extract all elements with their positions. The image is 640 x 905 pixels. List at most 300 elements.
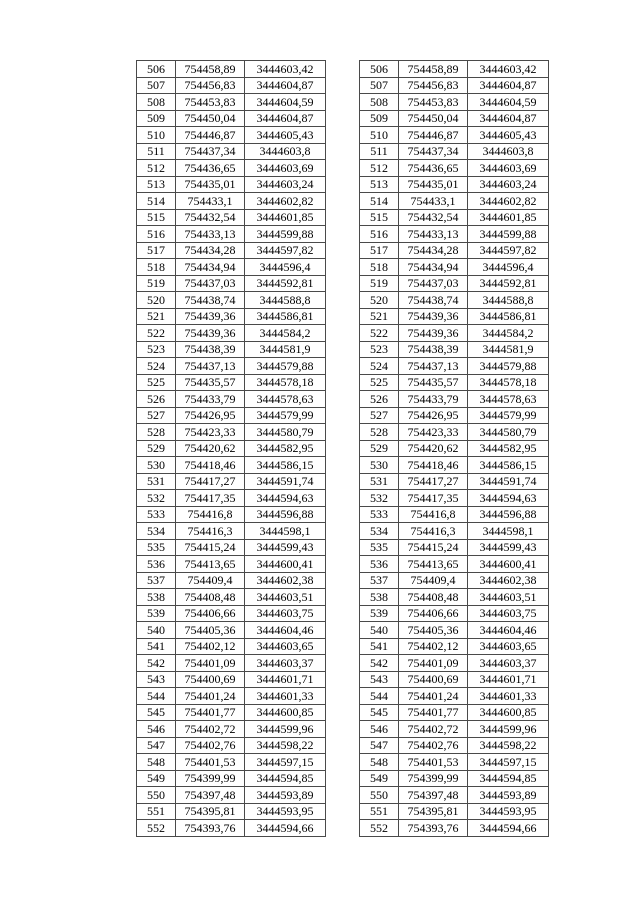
x-coordinate-cell: 754433,13: [399, 226, 468, 243]
y-coordinate-cell: 3444599,43: [245, 539, 326, 556]
x-coordinate-cell: 754418,46: [176, 457, 245, 474]
x-coordinate-cell: 754434,94: [176, 259, 245, 276]
x-coordinate-cell: 754446,87: [176, 127, 245, 144]
y-coordinate-cell: 3444600,85: [468, 704, 549, 721]
y-coordinate-cell: 3444584,2: [468, 325, 549, 342]
y-coordinate-cell: 3444601,85: [245, 209, 326, 226]
table-row: [137, 143, 326, 160]
x-coordinate-cell: 754456,83: [399, 77, 468, 94]
point-number-cell: 547: [137, 737, 176, 754]
y-coordinate-cell: 3444604,87: [468, 110, 549, 127]
x-coordinate-cell: 754434,28: [176, 242, 245, 259]
point-number-cell: 549: [360, 770, 399, 787]
table-row: [360, 61, 549, 78]
point-number-cell: 519: [360, 275, 399, 292]
y-coordinate-cell: 3444601,33: [245, 688, 326, 705]
y-coordinate-cell: 3444594,85: [468, 770, 549, 787]
y-coordinate-cell: 3444601,71: [468, 671, 549, 688]
point-number-cell: 540: [360, 622, 399, 639]
y-coordinate-cell: 3444599,96: [245, 721, 326, 738]
table-row: [360, 110, 549, 127]
y-coordinate-cell: 3444599,43: [468, 539, 549, 556]
x-coordinate-cell: 754401,77: [176, 704, 245, 721]
point-number-cell: 509: [137, 110, 176, 127]
table-row: [137, 704, 326, 721]
point-number-cell: 524: [137, 358, 176, 375]
point-number-cell: 541: [137, 638, 176, 655]
y-coordinate-cell: 3444593,95: [468, 803, 549, 820]
table-row: [137, 589, 326, 606]
y-coordinate-cell: 3444596,88: [468, 506, 549, 523]
table-row: [360, 242, 549, 259]
table-row: [360, 275, 549, 292]
point-number-cell: 527: [360, 407, 399, 424]
x-coordinate-cell: 754433,79: [176, 391, 245, 408]
table-row: [137, 572, 326, 589]
x-coordinate-cell: 754423,33: [399, 424, 468, 441]
y-coordinate-cell: 3444578,18: [245, 374, 326, 391]
point-number-cell: 520: [360, 292, 399, 309]
y-coordinate-cell: 3444598,22: [468, 737, 549, 754]
y-coordinate-cell: 3444604,87: [245, 77, 326, 94]
x-coordinate-cell: 754433,79: [399, 391, 468, 408]
point-number-cell: 536: [137, 556, 176, 573]
table-row: [137, 737, 326, 754]
point-number-cell: 511: [137, 143, 176, 160]
y-coordinate-cell: 3444605,43: [468, 127, 549, 144]
table-row: [137, 490, 326, 507]
table-row: [137, 440, 326, 457]
y-coordinate-cell: 3444604,87: [468, 77, 549, 94]
x-coordinate-cell: 754413,65: [399, 556, 468, 573]
point-number-cell: 510: [137, 127, 176, 144]
point-number-cell: 548: [360, 754, 399, 771]
table-row: [360, 374, 549, 391]
point-number-cell: 506: [360, 61, 399, 78]
x-coordinate-cell: 754434,94: [399, 259, 468, 276]
point-number-cell: 551: [360, 803, 399, 820]
table-row: [360, 292, 549, 309]
y-coordinate-cell: 3444588,8: [468, 292, 549, 309]
x-coordinate-cell: 754418,46: [399, 457, 468, 474]
x-coordinate-cell: 754458,89: [399, 61, 468, 78]
point-number-cell: 543: [137, 671, 176, 688]
point-number-cell: 511: [360, 143, 399, 160]
point-number-cell: 513: [137, 176, 176, 193]
point-number-cell: 525: [360, 374, 399, 391]
point-number-cell: 538: [137, 589, 176, 606]
point-number-cell: 523: [360, 341, 399, 358]
y-coordinate-cell: 3444603,75: [468, 605, 549, 622]
y-coordinate-cell: 3444605,43: [245, 127, 326, 144]
table-row: [137, 391, 326, 408]
y-coordinate-cell: 3444599,96: [468, 721, 549, 738]
x-coordinate-cell: 754437,34: [399, 143, 468, 160]
point-number-cell: 552: [360, 820, 399, 837]
y-coordinate-cell: 3444579,99: [245, 407, 326, 424]
point-number-cell: 548: [137, 754, 176, 771]
point-number-cell: 533: [360, 506, 399, 523]
y-coordinate-cell: 3444586,15: [245, 457, 326, 474]
point-number-cell: 527: [137, 407, 176, 424]
point-number-cell: 538: [360, 589, 399, 606]
point-number-cell: 547: [360, 737, 399, 754]
x-coordinate-cell: 754413,65: [176, 556, 245, 573]
y-coordinate-cell: 3444578,18: [468, 374, 549, 391]
x-coordinate-cell: 754397,48: [176, 787, 245, 804]
x-coordinate-cell: 754439,36: [399, 308, 468, 325]
x-coordinate-cell: 754417,35: [399, 490, 468, 507]
x-coordinate-cell: 754436,65: [176, 160, 245, 177]
point-number-cell: 532: [360, 490, 399, 507]
x-coordinate-cell: 754450,04: [176, 110, 245, 127]
x-coordinate-cell: 754416,8: [176, 506, 245, 523]
point-number-cell: 514: [360, 193, 399, 210]
y-coordinate-cell: 3444603,42: [245, 61, 326, 78]
y-coordinate-cell: 3444594,66: [245, 820, 326, 837]
point-number-cell: 542: [360, 655, 399, 672]
point-number-cell: 545: [137, 704, 176, 721]
y-coordinate-cell: 3444591,74: [468, 473, 549, 490]
table-row: [137, 209, 326, 226]
x-coordinate-cell: 754402,72: [176, 721, 245, 738]
x-coordinate-cell: 754417,27: [176, 473, 245, 490]
y-coordinate-cell: 3444603,69: [245, 160, 326, 177]
y-coordinate-cell: 3444602,82: [468, 193, 549, 210]
y-coordinate-cell: 3444586,81: [245, 308, 326, 325]
y-coordinate-cell: 3444598,1: [468, 523, 549, 540]
y-coordinate-cell: 3444600,41: [245, 556, 326, 573]
point-number-cell: 535: [360, 539, 399, 556]
y-coordinate-cell: 3444603,42: [468, 61, 549, 78]
x-coordinate-cell: 754397,48: [399, 787, 468, 804]
table-row: [137, 325, 326, 342]
table-row: [137, 358, 326, 375]
point-number-cell: 550: [137, 787, 176, 804]
table-row: [360, 589, 549, 606]
x-coordinate-cell: 754439,36: [176, 308, 245, 325]
point-number-cell: 512: [137, 160, 176, 177]
x-coordinate-cell: 754435,01: [176, 176, 245, 193]
x-coordinate-cell: 754439,36: [399, 325, 468, 342]
x-coordinate-cell: 754402,72: [399, 721, 468, 738]
x-coordinate-cell: 754435,57: [176, 374, 245, 391]
point-number-cell: 529: [137, 440, 176, 457]
table-row: [137, 160, 326, 177]
x-coordinate-cell: 754401,77: [399, 704, 468, 721]
x-coordinate-cell: 754401,09: [176, 655, 245, 672]
table-row: [360, 704, 549, 721]
point-number-cell: 528: [137, 424, 176, 441]
table-row: [360, 259, 549, 276]
y-coordinate-cell: 3444578,63: [468, 391, 549, 408]
y-coordinate-cell: 3444594,85: [245, 770, 326, 787]
x-coordinate-cell: 754453,83: [176, 94, 245, 111]
x-coordinate-cell: 754399,99: [176, 770, 245, 787]
x-coordinate-cell: 754456,83: [176, 77, 245, 94]
x-coordinate-cell: 754400,69: [176, 671, 245, 688]
x-coordinate-cell: 754423,33: [176, 424, 245, 441]
point-number-cell: 544: [137, 688, 176, 705]
y-coordinate-cell: 3444594,63: [468, 490, 549, 507]
table-row: [360, 226, 549, 243]
table-row: [360, 391, 549, 408]
y-coordinate-cell: 3444588,8: [245, 292, 326, 309]
y-coordinate-cell: 3444601,85: [468, 209, 549, 226]
point-number-cell: 537: [137, 572, 176, 589]
x-coordinate-cell: 754420,62: [176, 440, 245, 457]
y-coordinate-cell: 3444603,24: [468, 176, 549, 193]
table-row: [360, 490, 549, 507]
point-number-cell: 549: [137, 770, 176, 787]
table-row: [137, 259, 326, 276]
point-number-cell: 522: [137, 325, 176, 342]
point-number-cell: 536: [360, 556, 399, 573]
table-row: [137, 424, 326, 441]
x-coordinate-cell: 754408,48: [399, 589, 468, 606]
point-number-cell: 530: [360, 457, 399, 474]
x-coordinate-cell: 754401,24: [399, 688, 468, 705]
x-coordinate-cell: 754437,34: [176, 143, 245, 160]
x-coordinate-cell: 754393,76: [399, 820, 468, 837]
table-row: [137, 622, 326, 639]
y-coordinate-cell: 3444603,51: [468, 589, 549, 606]
y-coordinate-cell: 3444602,38: [245, 572, 326, 589]
x-coordinate-cell: 754417,35: [176, 490, 245, 507]
table-row: [137, 457, 326, 474]
y-coordinate-cell: 3444598,1: [245, 523, 326, 540]
x-coordinate-cell: 754453,83: [399, 94, 468, 111]
table-row: [137, 341, 326, 358]
point-number-cell: 507: [137, 77, 176, 94]
point-number-cell: 539: [137, 605, 176, 622]
x-coordinate-cell: 754438,74: [176, 292, 245, 309]
point-number-cell: 519: [137, 275, 176, 292]
point-number-cell: 529: [360, 440, 399, 457]
point-number-cell: 512: [360, 160, 399, 177]
x-coordinate-cell: 754409,4: [176, 572, 245, 589]
x-coordinate-cell: 754437,13: [399, 358, 468, 375]
point-number-cell: 543: [360, 671, 399, 688]
x-coordinate-cell: 754405,36: [399, 622, 468, 639]
point-number-cell: 533: [137, 506, 176, 523]
y-coordinate-cell: 3444603,8: [245, 143, 326, 160]
table-row: [360, 341, 549, 358]
point-number-cell: 524: [360, 358, 399, 375]
table-row: [360, 820, 549, 837]
point-number-cell: 517: [137, 242, 176, 259]
table-row: [360, 572, 549, 589]
table-row: [360, 638, 549, 655]
table-row: [137, 721, 326, 738]
x-coordinate-cell: 754435,01: [399, 176, 468, 193]
y-coordinate-cell: 3444581,9: [245, 341, 326, 358]
table-row: [137, 61, 326, 78]
x-coordinate-cell: 754401,09: [399, 655, 468, 672]
y-coordinate-cell: 3444597,15: [468, 754, 549, 771]
x-coordinate-cell: 754409,4: [399, 572, 468, 589]
x-coordinate-cell: 754436,65: [399, 160, 468, 177]
table-row: [360, 787, 549, 804]
y-coordinate-cell: 3444599,88: [245, 226, 326, 243]
x-coordinate-cell: 754435,57: [399, 374, 468, 391]
table-row: [360, 655, 549, 672]
x-coordinate-cell: 754402,76: [399, 737, 468, 754]
point-number-cell: 522: [360, 325, 399, 342]
y-coordinate-cell: 3444582,95: [245, 440, 326, 457]
x-coordinate-cell: 754408,48: [176, 589, 245, 606]
point-number-cell: 521: [360, 308, 399, 325]
table-row: [137, 226, 326, 243]
y-coordinate-cell: 3444603,8: [468, 143, 549, 160]
point-number-cell: 506: [137, 61, 176, 78]
y-coordinate-cell: 3444597,82: [468, 242, 549, 259]
point-number-cell: 521: [137, 308, 176, 325]
table-row: [137, 605, 326, 622]
table-row: [137, 671, 326, 688]
x-coordinate-cell: 754426,95: [399, 407, 468, 424]
y-coordinate-cell: 3444596,88: [245, 506, 326, 523]
table-row: [360, 556, 549, 573]
table-row: [360, 77, 549, 94]
x-coordinate-cell: 754426,95: [176, 407, 245, 424]
point-number-cell: 525: [137, 374, 176, 391]
point-number-cell: 508: [360, 94, 399, 111]
table-row: [360, 176, 549, 193]
point-number-cell: 546: [360, 721, 399, 738]
point-number-cell: 515: [360, 209, 399, 226]
y-coordinate-cell: 3444582,95: [468, 440, 549, 457]
y-coordinate-cell: 3444593,89: [468, 787, 549, 804]
point-number-cell: 531: [137, 473, 176, 490]
table-row: [137, 787, 326, 804]
point-number-cell: 542: [137, 655, 176, 672]
point-number-cell: 540: [137, 622, 176, 639]
table-row: [137, 638, 326, 655]
x-coordinate-cell: 754438,74: [399, 292, 468, 309]
x-coordinate-cell: 754420,62: [399, 440, 468, 457]
y-coordinate-cell: 3444597,82: [245, 242, 326, 259]
table-row: [360, 325, 549, 342]
coordinates-table-left: [136, 60, 326, 837]
table-row: [360, 688, 549, 705]
y-coordinate-cell: 3444604,59: [468, 94, 549, 111]
x-coordinate-cell: 754438,39: [176, 341, 245, 358]
table-row: [360, 671, 549, 688]
x-coordinate-cell: 754416,3: [399, 523, 468, 540]
point-number-cell: 532: [137, 490, 176, 507]
table-row: [360, 622, 549, 639]
point-number-cell: 516: [360, 226, 399, 243]
point-number-cell: 528: [360, 424, 399, 441]
table-row: [137, 176, 326, 193]
point-number-cell: 546: [137, 721, 176, 738]
x-coordinate-cell: 754417,27: [399, 473, 468, 490]
x-coordinate-cell: 754395,81: [176, 803, 245, 820]
x-coordinate-cell: 754402,76: [176, 737, 245, 754]
table-row: [360, 457, 549, 474]
y-coordinate-cell: 3444604,46: [468, 622, 549, 639]
point-number-cell: 516: [137, 226, 176, 243]
x-coordinate-cell: 754416,3: [176, 523, 245, 540]
x-coordinate-cell: 754437,03: [399, 275, 468, 292]
point-number-cell: 509: [360, 110, 399, 127]
table-row: [137, 275, 326, 292]
point-number-cell: 544: [360, 688, 399, 705]
table-row: [360, 193, 549, 210]
y-coordinate-cell: 3444580,79: [245, 424, 326, 441]
table-row: [360, 605, 549, 622]
x-coordinate-cell: 754401,53: [176, 754, 245, 771]
point-number-cell: 518: [360, 259, 399, 276]
table-row: [360, 440, 549, 457]
y-coordinate-cell: 3444602,38: [468, 572, 549, 589]
x-coordinate-cell: 754415,24: [176, 539, 245, 556]
x-coordinate-cell: 754406,66: [176, 605, 245, 622]
y-coordinate-cell: 3444579,88: [245, 358, 326, 375]
point-number-cell: 534: [360, 523, 399, 540]
table-row: [137, 94, 326, 111]
point-number-cell: 552: [137, 820, 176, 837]
x-coordinate-cell: 754399,99: [399, 770, 468, 787]
y-coordinate-cell: 3444592,81: [245, 275, 326, 292]
y-coordinate-cell: 3444603,75: [245, 605, 326, 622]
y-coordinate-cell: 3444592,81: [468, 275, 549, 292]
table-row: [137, 110, 326, 127]
y-coordinate-cell: 3444581,9: [468, 341, 549, 358]
y-coordinate-cell: 3444604,87: [245, 110, 326, 127]
table-row: [137, 193, 326, 210]
table-row: [360, 94, 549, 111]
y-coordinate-cell: 3444586,15: [468, 457, 549, 474]
point-number-cell: 508: [137, 94, 176, 111]
point-number-cell: 537: [360, 572, 399, 589]
x-coordinate-cell: 754432,54: [176, 209, 245, 226]
y-coordinate-cell: 3444603,37: [245, 655, 326, 672]
y-coordinate-cell: 3444586,81: [468, 308, 549, 325]
y-coordinate-cell: 3444603,51: [245, 589, 326, 606]
coordinates-table-right: [359, 60, 549, 837]
point-number-cell: 514: [137, 193, 176, 210]
table-row: [360, 473, 549, 490]
table-row: [360, 523, 549, 540]
y-coordinate-cell: 3444580,79: [468, 424, 549, 441]
y-coordinate-cell: 3444579,99: [468, 407, 549, 424]
y-coordinate-cell: 3444601,33: [468, 688, 549, 705]
x-coordinate-cell: 754439,36: [176, 325, 245, 342]
point-number-cell: 530: [137, 457, 176, 474]
point-number-cell: 510: [360, 127, 399, 144]
y-coordinate-cell: 3444603,69: [468, 160, 549, 177]
y-coordinate-cell: 3444593,89: [245, 787, 326, 804]
x-coordinate-cell: 754437,13: [176, 358, 245, 375]
y-coordinate-cell: 3444598,22: [245, 737, 326, 754]
point-number-cell: 535: [137, 539, 176, 556]
table-row: [137, 770, 326, 787]
y-coordinate-cell: 3444599,88: [468, 226, 549, 243]
point-number-cell: 526: [360, 391, 399, 408]
y-coordinate-cell: 3444579,88: [468, 358, 549, 375]
y-coordinate-cell: 3444594,66: [468, 820, 549, 837]
point-number-cell: 517: [360, 242, 399, 259]
y-coordinate-cell: 3444578,63: [245, 391, 326, 408]
table-row: [137, 688, 326, 705]
x-coordinate-cell: 754400,69: [399, 671, 468, 688]
table-row: [137, 655, 326, 672]
point-number-cell: 523: [137, 341, 176, 358]
table-row: [360, 209, 549, 226]
table-row: [137, 308, 326, 325]
